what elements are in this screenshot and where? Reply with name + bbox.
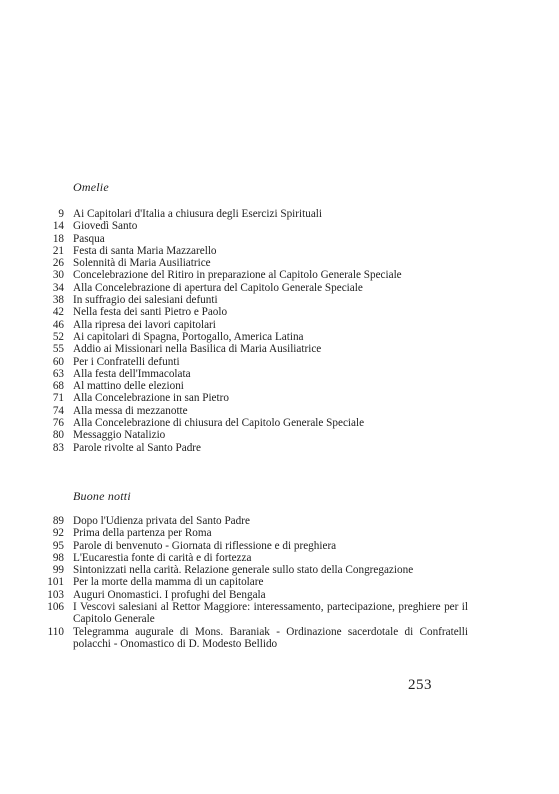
- toc-entry: [0, 319, 559, 331]
- entry-page-number: 74: [52, 404, 64, 417]
- toc-entry: [0, 564, 559, 576]
- entry-title: Ai Capitolari d'Italia a chiusura degli Esercizi Spirituali: [73, 208, 322, 220]
- entry-page-number: 9: [58, 208, 64, 220]
- toc-entry: [0, 356, 559, 368]
- toc-entry: [0, 576, 559, 588]
- entry-title: Nella festa dei santi Pietro e Paolo: [73, 306, 228, 319]
- toc-entry: [0, 306, 559, 318]
- toc-entry: [0, 442, 559, 454]
- toc-entry: [0, 626, 559, 651]
- entry-title: Alla Concelebrazione in san Pietro: [73, 392, 229, 405]
- entry-page-number: 80: [52, 429, 64, 442]
- entry-page-number: 99: [52, 564, 64, 577]
- entry-page-number: 89: [52, 515, 64, 527]
- entry-page-number: 30: [52, 269, 64, 282]
- toc-entry: [0, 429, 559, 441]
- toc-entry: [0, 589, 559, 601]
- entry-page-number: 52: [52, 330, 64, 343]
- entry-title: Auguri Onomastici. I profughi del Bengala: [73, 588, 266, 601]
- entry-title: Alla Concelebrazione di chiusura del Capitolo Generale Speciale: [73, 417, 365, 430]
- toc-entry: [0, 208, 559, 220]
- entry-title: Alla messa di mezzanotte: [73, 404, 188, 417]
- entry-page-number: 71: [52, 392, 64, 405]
- entry-title: Pasqua: [73, 232, 105, 245]
- entry-page-number: 106: [47, 601, 64, 614]
- toc-entry: [0, 331, 559, 343]
- entry-title: I Vescovi salesiani al Rettor Maggiore: interessamento, partecipazione, preghiere per il Capitolo Generale: [73, 601, 468, 626]
- entry-title: Dopo l'Udienza privata del Santo Padre: [73, 515, 250, 527]
- section-title-omelie: Omelie: [73, 180, 109, 194]
- entry-title: Telegramma augurale di Mons. Baraniak - Ordinazione sacerdotale di Confratelli polacchi - Onomastico di D. Modesto Bellido: [73, 625, 468, 650]
- section-title-buone-notti: Buone notti: [73, 489, 131, 503]
- toc-entry: [0, 294, 559, 306]
- entry-title: Concelebrazione del Ritiro in preparazione al Capitolo Generale Speciale: [73, 269, 402, 282]
- entry-page-number: 55: [52, 343, 64, 356]
- toc-entry: [0, 417, 559, 429]
- toc-entry: [0, 527, 559, 539]
- toc-entry: [0, 515, 559, 527]
- entry-title: Alla Concelebrazione di apertura del Capitolo Generale Speciale: [73, 281, 363, 294]
- entry-page-number: 63: [52, 367, 64, 380]
- toc-entry: [0, 368, 559, 380]
- entry-page-number: 14: [52, 220, 64, 233]
- entry-title: Messaggio Natalizio: [73, 429, 166, 442]
- toc-entry: [0, 552, 559, 564]
- entry-page-number: 34: [52, 281, 64, 294]
- entry-title: Per i Confratelli defunti: [73, 355, 180, 368]
- entry-page-number: 21: [52, 244, 64, 257]
- toc-entry: [0, 269, 559, 281]
- entry-title: Parole di benvenuto - Giornata di riflessione e di preghiera: [73, 539, 337, 552]
- entry-page-number: 18: [52, 232, 64, 245]
- entry-title: Prima della partenza per Roma: [73, 527, 212, 540]
- toc-entry: [0, 220, 559, 232]
- toc-buone-notti: [0, 515, 559, 650]
- entry-title: Alla festa dell'Immacolata: [73, 367, 191, 380]
- entry-page-number: 42: [52, 306, 64, 319]
- entry-title: L'Eucarestia fonte di carità e di fortezza: [73, 551, 252, 564]
- entry-page-number: 103: [47, 588, 64, 601]
- entry-page-number: 83: [52, 441, 64, 454]
- toc-entry: [0, 392, 559, 404]
- toc-entry: [0, 380, 559, 392]
- toc-entry: [0, 405, 559, 417]
- entry-page-number: 60: [52, 355, 64, 368]
- entry-page-number: 26: [52, 257, 64, 270]
- entry-title: Festa di santa Maria Mazzarello: [73, 244, 217, 257]
- entry-title: In suffragio dei salesiani defunti: [73, 294, 218, 307]
- toc-entry: [0, 601, 559, 626]
- entry-title: Per la morte della mamma di un capitolare: [73, 576, 264, 589]
- toc-entry: [0, 540, 559, 552]
- entry-title: Giovedì Santo: [73, 220, 138, 233]
- entry-title: Ai capitolari di Spagna, Portogallo, America Latina: [73, 330, 304, 343]
- entry-title: Alla ripresa dei lavori capitolari: [73, 318, 216, 331]
- entry-title: Solennità di Maria Ausiliatrice: [73, 257, 211, 270]
- toc-entry: [0, 245, 559, 257]
- entry-page-number: 110: [47, 625, 64, 638]
- entry-title: Sintonizzati nella carità. Relazione generale sullo stato della Congregazione: [73, 564, 414, 577]
- entry-page-number: 76: [52, 417, 64, 430]
- entry-page-number: 38: [52, 294, 64, 307]
- entry-page-number: 101: [47, 576, 64, 589]
- entry-page-number: 98: [52, 551, 64, 564]
- entry-title: Al mattino delle elezioni: [73, 380, 184, 393]
- toc-entry: [0, 233, 559, 245]
- entry-page-number: 46: [52, 318, 64, 331]
- toc-entry: [0, 282, 559, 294]
- entry-page-number: 68: [52, 380, 64, 393]
- entry-title: Parole rivolte al Santo Padre: [73, 441, 202, 454]
- entry-page-number: 92: [52, 527, 64, 540]
- toc-omelie: [0, 208, 559, 454]
- page-number: 253: [408, 677, 432, 693]
- toc-entry: [0, 343, 559, 355]
- entry-page-number: 95: [52, 539, 64, 552]
- entry-title: Addio ai Missionari nella Basilica di Maria Ausiliatrice: [73, 343, 322, 356]
- toc-entry: [0, 257, 559, 269]
